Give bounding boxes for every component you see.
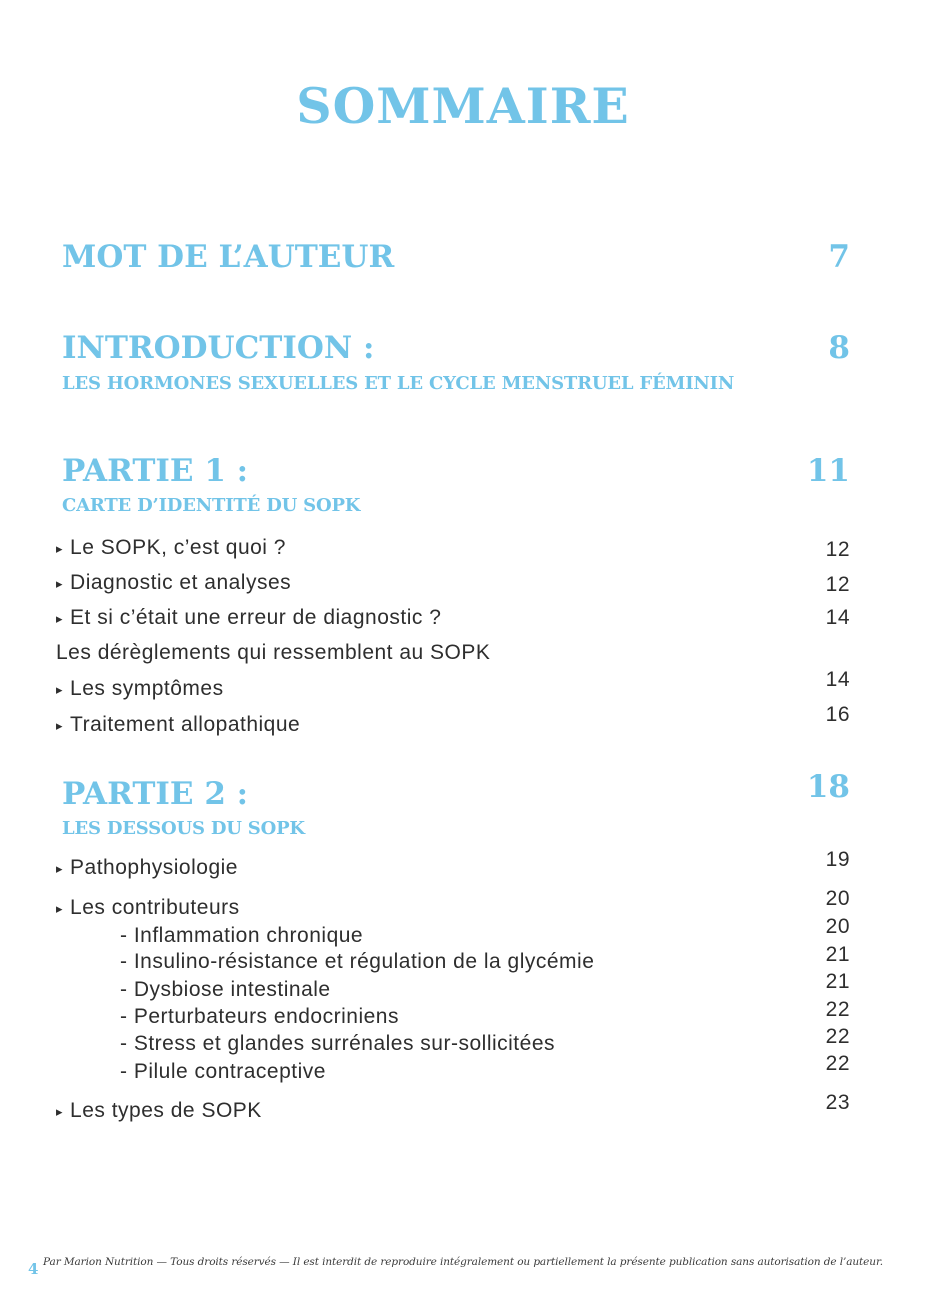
section-heading: INTRODUCTION : — [62, 330, 375, 366]
toc-entry-page-number: 16 — [825, 703, 850, 726]
triangle-bullet-icon: ▸ — [56, 611, 64, 626]
toc-entry[interactable] — [56, 571, 291, 596]
toc-sub-entry[interactable] — [120, 1005, 399, 1029]
section-subtitle: LES HORMONES SEXUELLES ET LE CYCLE MENSTRUEL FÉMININ — [62, 373, 735, 394]
toc-entry-continuation — [56, 641, 490, 665]
toc-entry-page-number: 12 — [825, 573, 850, 596]
toc-entry-label: - Insulino-résistance et régulation de la glycémie — [120, 950, 595, 973]
page-title: SOMMAIRE — [296, 77, 630, 135]
toc-section-introduction[interactable] — [62, 330, 850, 366]
toc-entry-label: Traitement allopathique — [70, 713, 301, 736]
toc-entry-page-number: 20 — [825, 887, 850, 910]
toc-entry-page-number: 14 — [825, 606, 850, 629]
triangle-bullet-icon: ▸ — [56, 576, 64, 591]
section-subtitle: LES DESSOUS DU SOPK — [62, 818, 305, 839]
toc-entry-label: - Pilule contraceptive — [120, 1060, 326, 1083]
toc-entry[interactable] — [56, 1099, 262, 1124]
toc-entry[interactable] — [56, 856, 238, 881]
toc-entry-label: - Stress et glandes surrénales sur-sollicitées — [120, 1032, 556, 1055]
toc-entry-label: Le SOPK, c’est quoi ? — [70, 536, 286, 559]
toc-entry-page-number: 22 — [825, 1025, 850, 1048]
copyright-notice: Par Marion Nutrition — Tous droits réservés — Il est interdit de reproduire intégralement ou partiellement la présente publication sans autorisation de l’auteur. — [43, 1256, 883, 1268]
toc-sub-entry[interactable] — [120, 950, 594, 974]
toc-section-partie-1[interactable] — [62, 453, 850, 489]
toc-sub-entry[interactable] — [120, 978, 331, 1002]
toc-sub-entry[interactable] — [120, 1032, 555, 1056]
toc-entry[interactable] — [56, 677, 224, 702]
section-page-number: 8 — [828, 330, 850, 366]
toc-sub-entry[interactable] — [120, 924, 363, 948]
toc-entry-page-number: 19 — [825, 848, 850, 871]
section-page-number: 7 — [828, 239, 850, 275]
toc-entry[interactable] — [56, 713, 300, 738]
triangle-bullet-icon: ▸ — [56, 718, 64, 733]
section-heading: PARTIE 1 : — [62, 453, 249, 489]
section-heading: PARTIE 2 : — [62, 776, 249, 812]
toc-section-mot-de-lauteur[interactable] — [62, 239, 850, 275]
toc-entry-label: Pathophysiologie — [70, 856, 238, 879]
toc-entry-label: Les types de SOPK — [70, 1099, 262, 1122]
toc-entry-label: - Perturbateurs endocriniens — [120, 1005, 399, 1028]
toc-entry-page-number: 22 — [825, 998, 850, 1021]
toc-entry-page-number: 22 — [825, 1052, 850, 1075]
section-page-number: 18 — [806, 769, 850, 805]
toc-entry[interactable] — [56, 606, 441, 631]
toc-entry[interactable] — [56, 536, 286, 561]
section-subtitle: CARTE D’IDENTITÉ DU SOPK — [62, 495, 361, 516]
toc-entry-label: Les contributeurs — [70, 896, 240, 919]
toc-entry-page-number: 20 — [825, 915, 850, 938]
toc-sub-entry[interactable] — [120, 1060, 326, 1084]
toc-entry-page-number: 21 — [825, 970, 850, 993]
toc-entry-label: Et si c’était une erreur de diagnostic ? — [70, 606, 442, 629]
toc-entry-page-number: 14 — [825, 668, 850, 691]
triangle-bullet-icon: ▸ — [56, 541, 64, 556]
toc-entry-label: Les dérèglements qui ressemblent au SOPK — [56, 641, 491, 664]
toc-entry[interactable] — [56, 896, 240, 921]
triangle-bullet-icon: ▸ — [56, 901, 64, 916]
triangle-bullet-icon: ▸ — [56, 861, 64, 876]
section-heading: MOT DE L’AUTEUR — [62, 239, 395, 275]
toc-entry-page-number: 23 — [825, 1091, 850, 1114]
toc-section-partie-2[interactable] — [62, 776, 850, 812]
toc-entry-label: Diagnostic et analyses — [70, 571, 292, 594]
toc-entry-label: - Dysbiose intestinale — [120, 978, 331, 1001]
toc-entry-page-number: 21 — [825, 943, 850, 966]
toc-entry-label: - Inflammation chronique — [120, 924, 364, 947]
toc-entry-page-number: 12 — [825, 538, 850, 561]
triangle-bullet-icon: ▸ — [56, 1104, 64, 1119]
toc-entry-label: Les symptômes — [70, 677, 224, 700]
section-page-number: 11 — [806, 453, 850, 489]
current-page-number: 4 — [28, 1260, 39, 1278]
triangle-bullet-icon: ▸ — [56, 682, 64, 697]
